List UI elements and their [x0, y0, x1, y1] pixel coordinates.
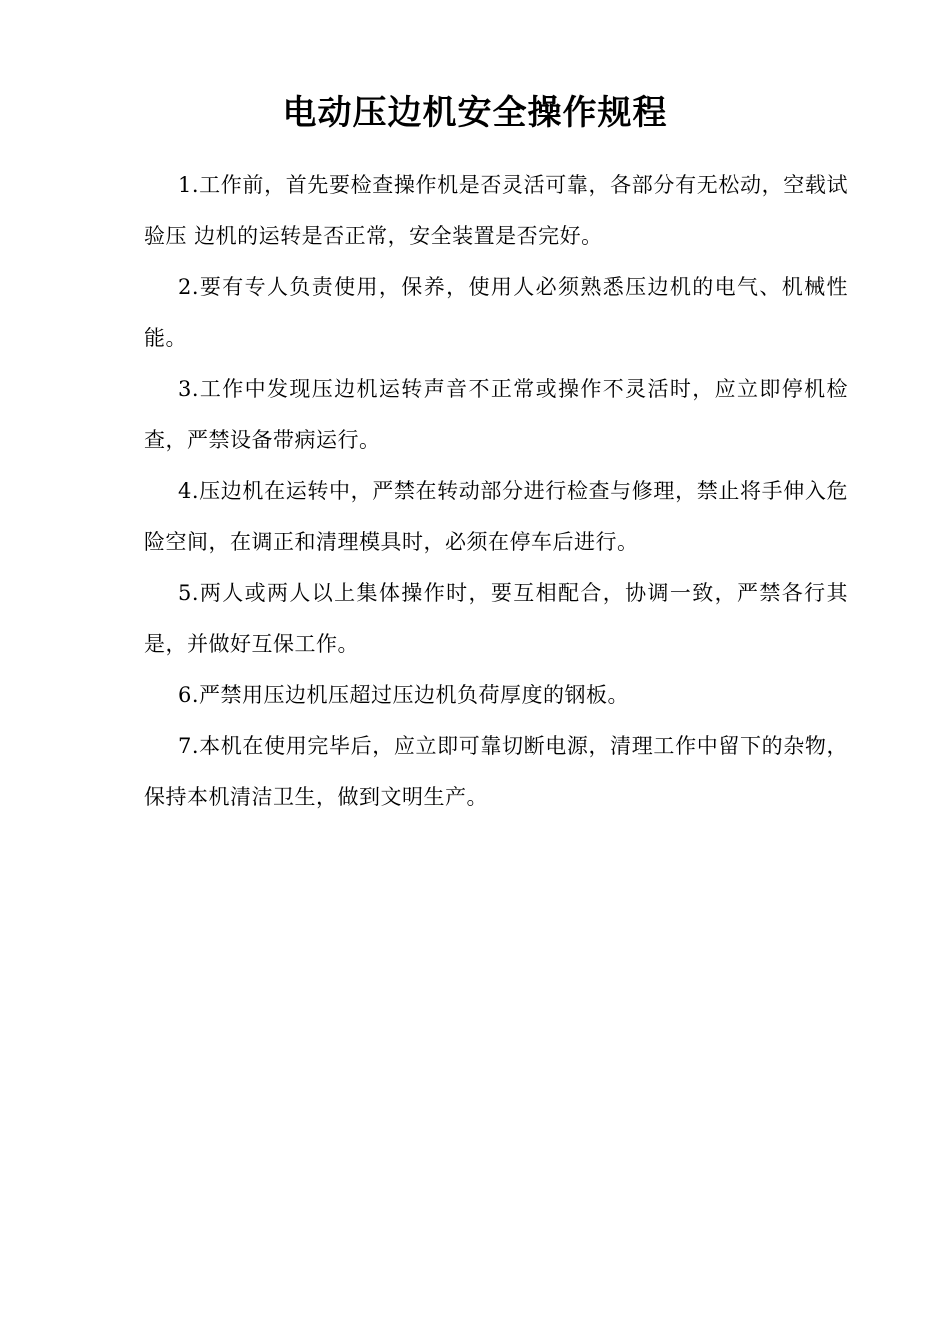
page-title: 电动压边机安全操作规程	[282, 93, 668, 133]
paragraph-4: 4.压边机在运转中，严禁在转动部分进行检查与修理，禁止将手伸入危险空间，在调正和清理模具时，必须在停车后进行。	[144, 479, 848, 554]
paragraph-5: 5.两人或两人以上集体操作时，要互相配合，协调一致，严禁各行其是，并做好互保工作。	[144, 581, 848, 656]
paragraph-2: 2.要有专人负责使用，保养，使用人必须熟悉压边机的电气、机械性能。	[144, 275, 848, 350]
paragraph-3: 3.工作中发现压边机运转声音不正常或操作不灵活时，应立即停机检查，严禁设备带病运行。	[144, 377, 848, 452]
paragraph-6: 6.严禁用压边机压超过压边机负荷厚度的钢板。	[178, 683, 630, 707]
paragraph-7: 7.本机在使用完毕后，应立即可靠切断电源，清理工作中留下的杂物，保持本机清洁卫生，做到文明生产。	[144, 734, 848, 809]
document-body	[144, 160, 848, 823]
paragraph-1: 1.工作前，首先要检查操作机是否灵活可靠，各部分有无松动，空载试验压 边机的运转是否正常，安全装置是否完好。	[144, 173, 848, 248]
